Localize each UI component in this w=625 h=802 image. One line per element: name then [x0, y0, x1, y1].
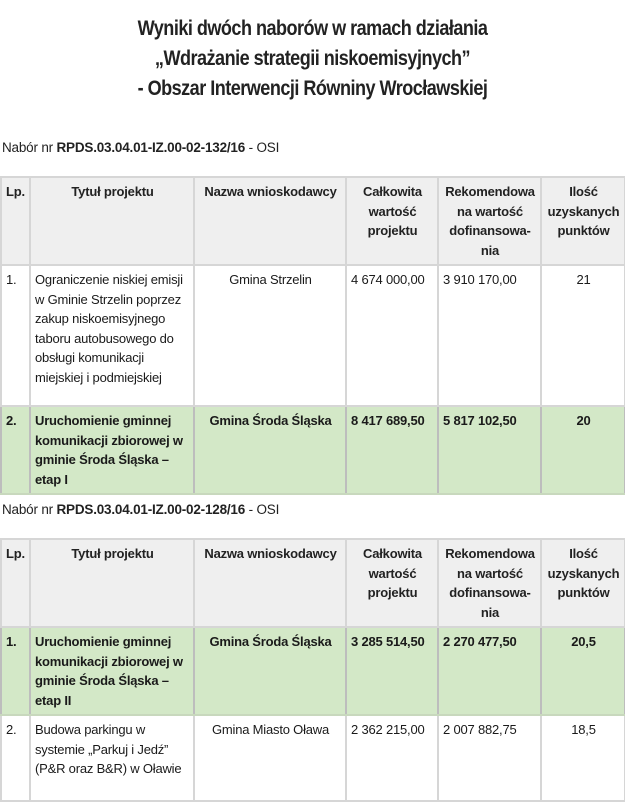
cell-title: Budowa parkingu w systemie „Parkuj i Jedź” (P&R oraz B&R) w Oławie — [30, 715, 194, 801]
call-1-label — [2, 140, 279, 155]
cell-lp: 2. — [1, 715, 30, 801]
cell-applicant: Gmina Środa Śląska — [194, 406, 346, 494]
header-points: Ilość uzyskanych punktów — [541, 177, 625, 265]
header-recommended: Rekomendowa na wartość dofinansowa- nia — [438, 177, 541, 265]
header-total-value: Całkowita wartość projektu — [346, 539, 438, 627]
cell-recommended: 3 910 170,00 — [438, 265, 541, 406]
cell-lp: 1. — [1, 627, 30, 715]
cell-recommended: 2 270 477,50 — [438, 627, 541, 715]
header-applicant: Nazwa wnioskodawcy — [194, 539, 346, 627]
header-total-value: Całkowita wartość projektu — [346, 177, 438, 265]
call-suffix: - OSI — [245, 502, 280, 517]
table-row-highlighted — [1, 627, 625, 715]
title-line-2: „Wdrażanie strategii niskoemisyjnych” — [154, 47, 471, 70]
results-table-1 — [0, 176, 625, 495]
cell-total-value: 3 285 514,50 — [346, 627, 438, 715]
cell-title: Uruchomienie gminnej komunikacji zbiorowej w gminie Środa Śląska – etap II — [30, 627, 194, 715]
header-lp: Lp. — [1, 539, 30, 627]
cell-total-value: 2 362 215,00 — [346, 715, 438, 801]
table-row — [1, 265, 625, 406]
call-2-label — [2, 502, 279, 517]
table-row — [1, 715, 625, 801]
cell-points: 20 — [541, 406, 625, 494]
call-number: RPDS.03.04.01-IZ.00-02-132/16 — [56, 140, 246, 155]
header-lp: Lp. — [1, 177, 30, 265]
cell-title: Ograniczenie niskiej emisji w Gminie Strzelin poprzez zakup niskoemisyjnego taboru autobusowego do obsługi komunikacji miejskiej i podmiejskiej — [30, 265, 194, 406]
cell-total-value: 4 674 000,00 — [346, 265, 438, 406]
cell-points: 18,5 — [541, 715, 625, 801]
title-line-3: - Obszar Interwencji Równiny Wrocławskiej — [137, 77, 488, 100]
cell-applicant: Gmina Strzelin — [194, 265, 346, 406]
header-points: Ilość uzyskanych punktów — [541, 539, 625, 627]
call-suffix: - OSI — [245, 140, 280, 155]
cell-title: Uruchomienie gminnej komunikacji zbiorowej w gminie Środa Śląska – etap I — [30, 406, 194, 494]
cell-total-value: 8 417 689,50 — [346, 406, 438, 494]
header-title: Tytuł projektu — [30, 539, 194, 627]
call-prefix: Nabór nr — [2, 502, 57, 517]
cell-recommended: 2 007 882,75 — [438, 715, 541, 801]
cell-points: 20,5 — [541, 627, 625, 715]
header-title: Tytuł projektu — [30, 177, 194, 265]
title-line-1: Wyniki dwóch naborów w ramach działania — [137, 17, 488, 40]
call-number: RPDS.03.04.01-IZ.00-02-128/16 — [56, 502, 246, 517]
call-prefix: Nabór nr — [2, 140, 57, 155]
cell-lp: 2. — [1, 406, 30, 494]
header-recommended: Rekomendowa na wartość dofinansowa- nia — [438, 539, 541, 627]
header-applicant: Nazwa wnioskodawcy — [194, 177, 346, 265]
cell-points: 21 — [541, 265, 625, 406]
table-header-row — [1, 539, 625, 627]
cell-lp: 1. — [1, 265, 30, 406]
results-table-2 — [0, 538, 625, 802]
table-header-row — [1, 177, 625, 265]
cell-applicant: Gmina Miasto Oława — [194, 715, 346, 801]
table-row-highlighted — [1, 406, 625, 494]
document-title — [44, 14, 582, 104]
cell-applicant: Gmina Środa Śląska — [194, 627, 346, 715]
cell-recommended: 5 817 102,50 — [438, 406, 541, 494]
